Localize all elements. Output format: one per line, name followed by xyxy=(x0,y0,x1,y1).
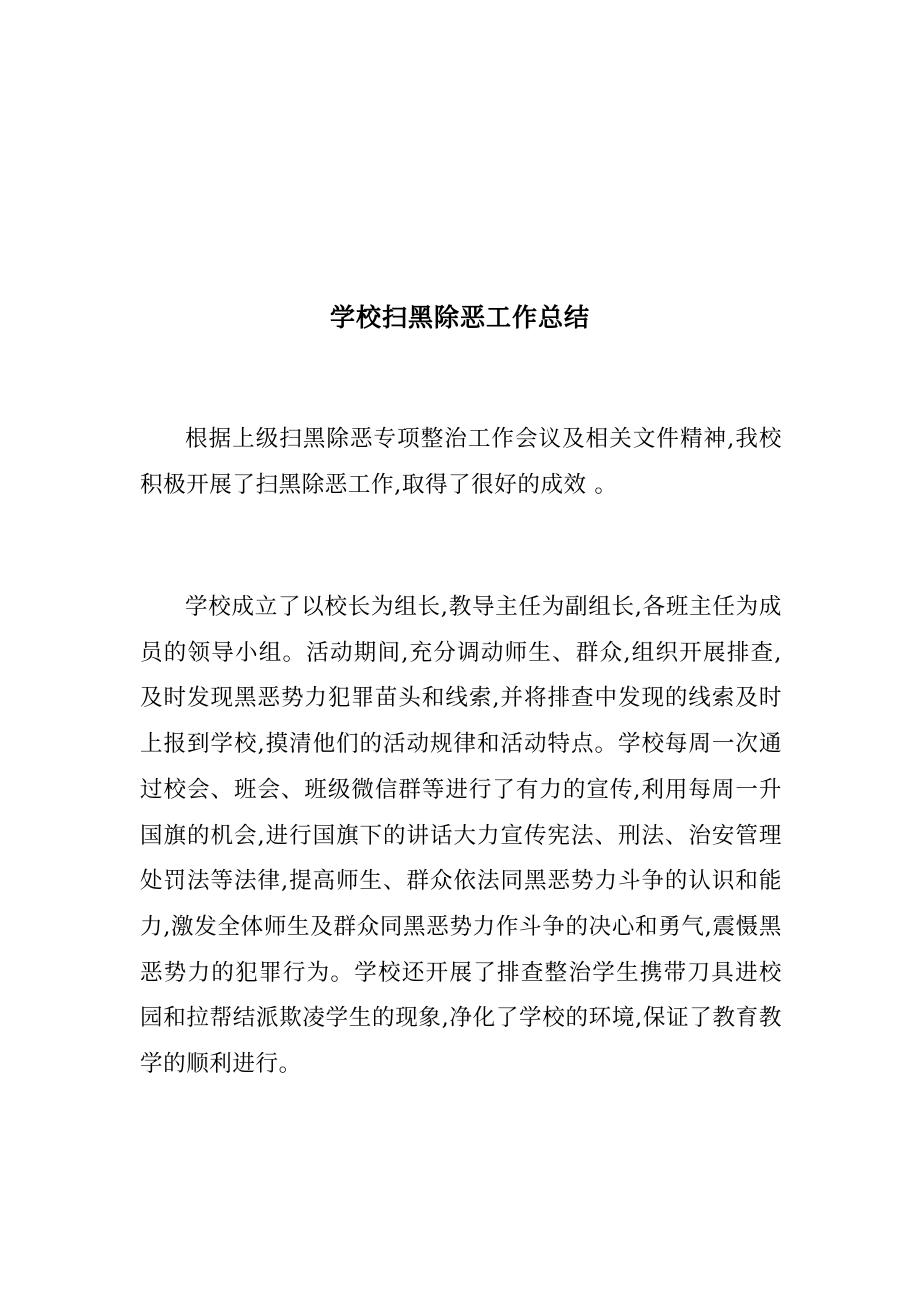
document-title: 学校扫黑除恶工作总结 xyxy=(329,303,590,332)
paragraph-intro: 根据上级扫黑除恶专项整治工作会议及相关文件精神,我校积极开展了扫黑除恶工作,取得了很好的成效 。 xyxy=(140,426,782,498)
paragraph-body: 学校成立了以校长为组长,教导主任为副组长,各班主任为成员的领导小组。活动期间,充分调动师生、群众,组织开展排查,及时发现黑恶势力犯罪苗头和线索,并将排查中发现的线索及时上报到学校,摸清他们的活动规律和活动特点。学校每周一次通过校会、班会、班级微信群等进行了有力的宣传,利用每周一升国旗的机会,进行国旗下的讲话大力宣传宪法、刑法、治安管理处罚法等法律,提高师生、群众依法同黑恶势力斗争的认识和能力,激发全体师生及群众同黑恶势力作斗争的决心和勇气,震慑黑恶势力的犯罪行为。学校还开展了排查整治学生携带刀具进校园和拉帮结派欺凌学生的现象,净化了学校的环境,保证了教育教学的顺利进行。 xyxy=(140,594,782,1078)
